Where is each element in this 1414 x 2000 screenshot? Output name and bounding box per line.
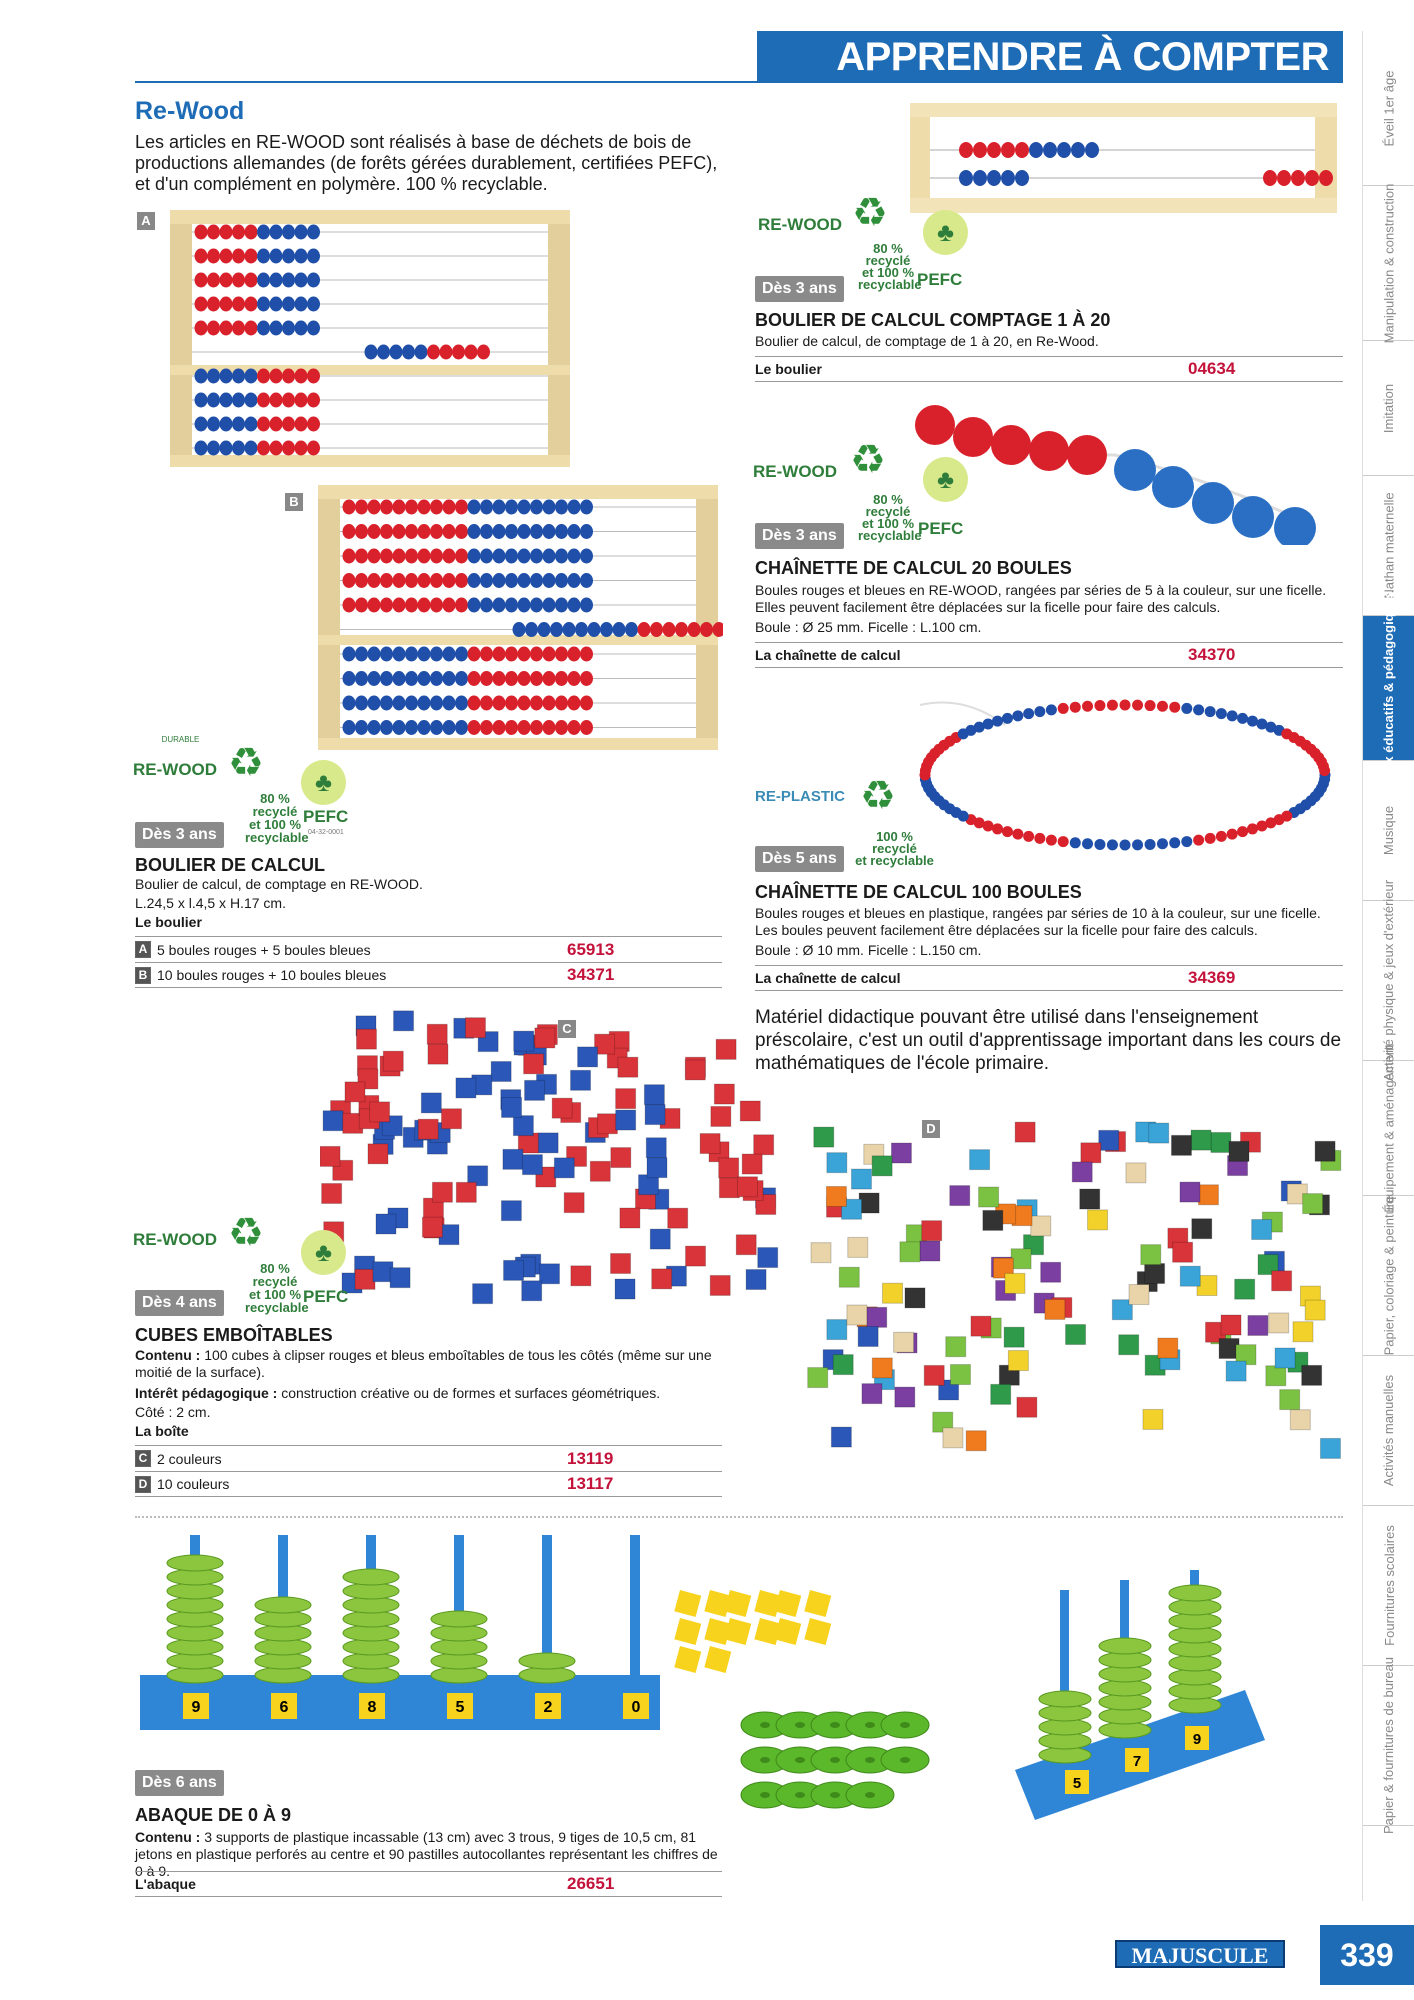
sidebar-tab-label: Nathan maternelle [1381, 492, 1397, 599]
product-code[interactable]: 13117 [567, 1474, 614, 1493]
sidebar-tab-label: Papier, coloriage & peinture [1381, 1195, 1397, 1356]
age-badge: Dès 3 ans [135, 822, 224, 848]
rewood-text: Les articles en RE-WOOD sont réalisés à base de déchets de bois de productions allemandes (de forêts gérées durablement, certifiées PEFC), et d'un complément en polymère. 100 % recyclable. [135, 132, 718, 194]
sidebar-tab-label: Activités manuelles [1381, 1374, 1397, 1487]
age-badge: Dès 3 ans [755, 523, 844, 549]
ref-row: Le boulier 04634 [755, 356, 1343, 382]
svg-text:5: 5 [1072, 1775, 1082, 1792]
ref-row: La chaînette de calcul 34369 [755, 965, 1343, 991]
sidebar-tab[interactable] [1363, 1043, 1414, 1213]
image-label-c: C [558, 1020, 576, 1038]
rewood-logo: RE-WOOD [753, 462, 838, 481]
product-code[interactable]: 34370 [1188, 645, 1236, 664]
sidebar-tab-label: Fournitures scolaires [1381, 1525, 1397, 1646]
brand-logo: MAJUSCULE [1115, 1940, 1285, 1968]
page-number: 339 [1320, 1925, 1414, 1985]
tree-icon: ♣ [923, 210, 968, 255]
product-dims: Boule : Ø 10 mm. Ficelle : L.150 cm. [755, 942, 982, 958]
rewood-title: Re-Wood [135, 97, 245, 125]
svg-text:6: 6 [279, 1699, 289, 1716]
recycle-text: 80 % recyclé et 100 % recyclable [245, 791, 309, 845]
svg-text:2: 2 [543, 1699, 553, 1716]
age-badge: Dès 3 ans [755, 276, 844, 302]
product-name: BOULIER DE CALCUL [135, 855, 325, 875]
tree-icon: ♣ [301, 760, 346, 805]
abaque-large-image [135, 1525, 665, 1755]
product-code[interactable]: 34371 [567, 965, 615, 984]
header-rule [135, 81, 757, 83]
pefc-code: 04-32-0001 [308, 829, 344, 836]
recycle-text: 80 % recyclé et 100 % recyclable [858, 492, 922, 543]
product-dims: L.24,5 x l.4,5 x H.17 cm. [135, 895, 286, 911]
product-name: ABAQUE DE 0 À 9 [135, 1805, 292, 1825]
product-desc: Boules rouges et bleues en plastique, rangées par séries de 10 à la couleur, sur une ficelle. Les boules peuvent facilement être déplacées sur la ficelle pour faire des calculs. [755, 905, 1321, 938]
replastic-logo: RE-PLASTIC [755, 788, 845, 805]
abacus-a-image [165, 205, 575, 470]
pefc-logo: PEFC [918, 519, 964, 538]
pefc-logo: PEFC [303, 1287, 349, 1306]
rewood-logo: RE-WOOD [133, 1230, 218, 1249]
product-desc: Boulier de calcul, de comptage de 1 à 20, en Re-Wood. [755, 333, 1099, 349]
sidebar-tab[interactable] [1363, 1196, 1414, 1356]
product-desc: Boules rouges et bleues en RE-WOOD, rangées par séries de 5 à la couleur, sur une ficelle. Elles peuvent facilement être déplacées sur la ficelle pour faire des calculs. [755, 582, 1327, 615]
sidebar-tab-label: Jeux éducatifs & pédagogiques [1381, 590, 1397, 786]
recycle-icon: ♻ [228, 741, 264, 785]
sidebar-tab-label: Manipulation & construction [1381, 183, 1397, 343]
sidebar-tab[interactable] [1363, 341, 1414, 476]
product-interet: Intérêt pédagogique : construction créative ou de formes et surfaces géométriques. [135, 1385, 661, 1401]
image-label-d: D [922, 1120, 940, 1138]
cubes-2-colors-image [320, 1010, 800, 1325]
product-code[interactable]: 34369 [1188, 968, 1236, 987]
product-desc: Boulier de calcul, de comptage en RE-WOOD. [135, 876, 423, 892]
cubes-10-colors-image [805, 1120, 1350, 1480]
sidebar-tab[interactable] [1363, 183, 1414, 343]
sidebar-tab[interactable] [1363, 590, 1414, 786]
product-dims: Boule : Ø 25 mm. Ficelle : L.100 cm. [755, 619, 982, 635]
sidebar-tab[interactable] [1363, 879, 1414, 1082]
rewood-logo: RE-WOOD [133, 760, 218, 779]
section-title: APPRENDRE À COMPTER [757, 31, 1343, 83]
product-code[interactable]: 13119 [567, 1448, 614, 1468]
durable-label: DURABLE [161, 735, 200, 744]
sidebar-tab[interactable] [1363, 31, 1414, 186]
abacus-b-image [313, 480, 723, 755]
sidebar-tab-label: Papier & fournitures de bureau [1381, 1656, 1397, 1835]
recycle-icon: ♻ [228, 1211, 264, 1255]
svg-text:8: 8 [367, 1699, 377, 1716]
ref-row: A 5 boules rouges + 5 boules bleues 65913 [135, 936, 722, 962]
age-badge: Dès 4 ans [135, 1290, 224, 1316]
svg-text:9: 9 [191, 1699, 201, 1716]
age-badge: Dès 6 ans [135, 1770, 224, 1796]
sidebar [1362, 31, 1414, 1901]
product-name: CHAÎNETTE DE CALCUL 20 BOULES [755, 558, 1072, 578]
svg-text:9: 9 [1192, 1731, 1202, 1748]
ref-row: C 2 couleurs 13119 [135, 1445, 722, 1471]
ref-row: D 10 couleurs 13117 [135, 1471, 722, 1497]
sidebar-tab-label: Éveil 1er âge [1381, 70, 1397, 146]
ref-table-cubes [135, 1445, 722, 1497]
ref-row: La chaînette de calcul 34370 [755, 642, 1343, 668]
ref-table-boulier [135, 936, 722, 988]
recycle-icon: ♻ [850, 438, 886, 482]
recycle-icon: ♻ [860, 774, 896, 818]
svg-text:0: 0 [631, 1699, 641, 1716]
sidebar-tab-label: Musique [1381, 805, 1397, 856]
section-divider [135, 1516, 1343, 1518]
product-code[interactable]: 65913 [567, 939, 615, 959]
sidebar-tab-label: Activité physique & jeux d'extérieur [1381, 879, 1397, 1082]
svg-text:5: 5 [455, 1699, 465, 1716]
sidebar-tab[interactable] [1363, 1506, 1414, 1666]
abaque-small-image [1005, 1570, 1305, 1850]
product-name: BOULIER DE CALCUL COMPTAGE 1 À 20 [755, 310, 1111, 330]
age-badge: Dès 5 ans [755, 846, 844, 872]
product-contenu: Contenu : 3 supports de plastique incassable (13 cm) avec 3 trous, 9 tiges de 10,5 cm, 81 jetons en plastique perforés au centre et 90 pastilles autocollantes représentant les chiffres de 0 à 9. [135, 1829, 718, 1879]
recycle-text: 100 % recyclé et recyclable [855, 829, 934, 868]
product-name: CUBES EMBOÎTABLES [135, 1325, 333, 1345]
recycle-text: 80 % recyclé et 100 % recyclable [245, 1261, 309, 1315]
pefc-logo: PEFC [303, 807, 349, 826]
ref-row: L'abaque 26651 [135, 1871, 722, 1897]
sidebar-tab[interactable] [1363, 1656, 1414, 1835]
product-code[interactable]: 04634 [1188, 359, 1236, 378]
sidebar-tab-label: Imitation [1381, 383, 1397, 433]
product-unit: Le boulier [135, 914, 202, 930]
recycle-text: 80 % recyclé et 100 % recyclable [858, 241, 922, 292]
stickers-image [670, 1580, 860, 1690]
tokens-image [735, 1700, 935, 1830]
recycle-icon: ♻ [852, 191, 888, 235]
tree-icon: ♣ [923, 457, 968, 502]
sidebar-tab[interactable] [1363, 1356, 1414, 1506]
tree-icon: ♣ [301, 1230, 346, 1275]
ref-row: B 10 boules rouges + 10 boules bleues 34371 [135, 962, 722, 988]
pefc-logo: PEFC [917, 270, 963, 289]
product-contenu: Contenu : 100 cubes à clipser rouges et bleus emboîtables de tous les côtés (même sur une moitié de la surface). [135, 1347, 712, 1380]
chain-100-image [905, 685, 1345, 860]
image-label-a: A [137, 212, 155, 230]
image-label-b: B [285, 493, 303, 511]
product-cote: Côté : 2 cm. [135, 1404, 211, 1420]
product-code[interactable]: 26651 [567, 1874, 615, 1893]
svg-text:7: 7 [1132, 1753, 1142, 1770]
sidebar-tab-label: Équipement & aménagement [1381, 1043, 1397, 1213]
product-name: CHAÎNETTE DE CALCUL 100 BOULES [755, 882, 1082, 902]
product-unit: La boîte [135, 1423, 189, 1439]
materiel-text: Matériel didactique pouvant être utilisé dans l'enseignement préscolaire, c'est un outil d'apprentissage important dans les cours de mathématiques de l'école primaire. [755, 1007, 1342, 1074]
rewood-logo: RE-WOOD [758, 215, 843, 234]
